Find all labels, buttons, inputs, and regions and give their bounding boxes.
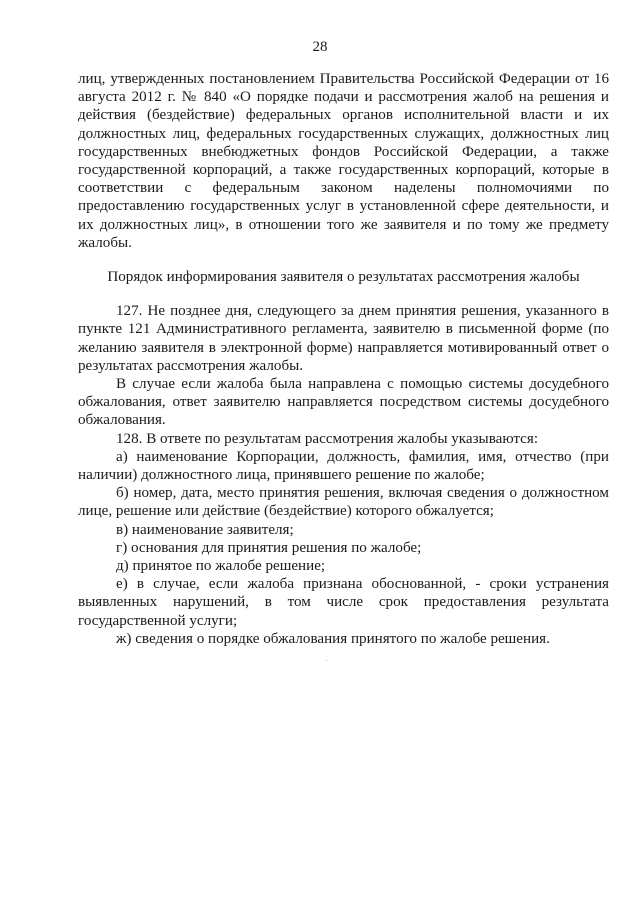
scan-speck [326,660,327,661]
list-item-v: в) наименование заявителя; [116,521,294,538]
list-item-d: д) принятое по жалобе решение; [116,558,326,575]
list-item-zh: ж) сведения о порядке обжалования принятого по жалобе решения. [116,630,550,647]
section-heading: Порядок информирования заявителя о результатах рассмотрения жалобы [107,269,580,286]
list-item-b: б) номер, дата, место принятия решения, включая сведения о должностном лице, решение или действие (бездействие) которого обжалуется; [78,485,609,520]
page-number: 28 [312,39,328,55]
list-item-g: г) основания для принятия решения по жалобе; [116,539,422,556]
list-item-e: е) в случае, если жалоба признана обоснованной, - сроки устранения выявленных нарушений, в том числе срок предоставления результата государственной услуги; [78,576,609,629]
paragraph-128: 128. В ответе по результатам рассмотрения жалобы указываются: [116,430,539,447]
document-body [78,70,609,648]
intro-paragraph: лиц, утвержденных постановлением Правительства Российской Федерации от 16 августа 2012 г. № 840 «О порядке подачи и рассмотрения жалоб на решения и действия (бездействие) федеральных органов исполнительной власти и их должностных лиц, федеральных государственных служащих, должностных лиц государственных внебюджетных фондов Российской Федерации, а также государственной корпораций, а также государственных корпораций, которые в соответствии с федеральным законом наделены полномочиями по предоставлению государственных услуг в установленной сфере деятельности, и их должностных лиц», в отношении того же заявителя и по тому же предмету жалобы. [78,71,609,251]
paragraph-127-continued: В случае если жалоба была направлена с помощью системы досудебного обжалования, ответ заявителю направляется посредством системы досудебного обжалования. [78,376,609,429]
paragraph-127: 127. Не позднее дня, следующего за днем принятия решения, указанного в пункте 121 Административного регламента, заявителю в письменной форме (по желанию заявителя в электронной форме) направляется мотивированный ответ о результатах рассмотрения жалобы. [78,303,609,374]
list-item-a: а) наименование Корпорации, должность, фамилия, имя, отчество (при наличии) должностного лица, принявшего решение по жалобе; [78,448,609,484]
